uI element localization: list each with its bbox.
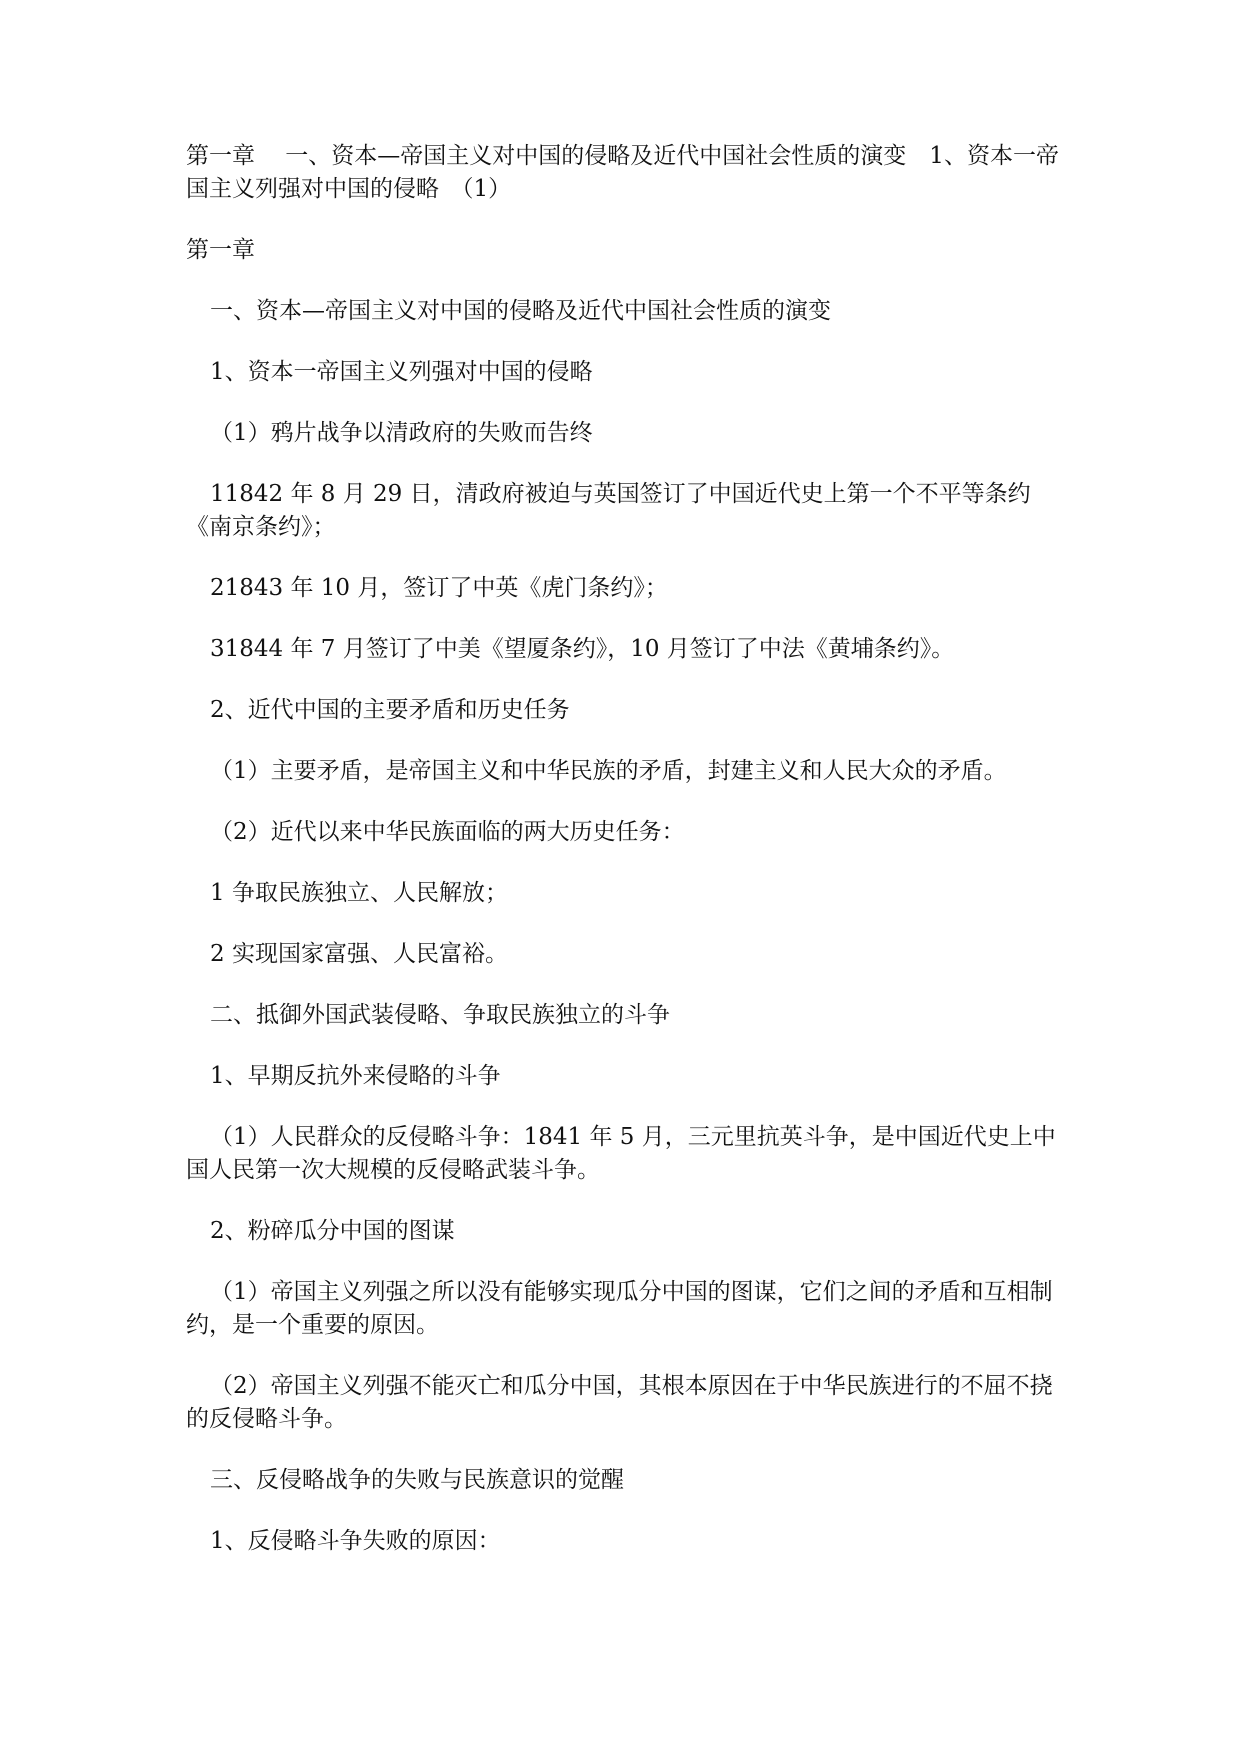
paragraph: 21843 年 10 月，签订了中英《虎门条约》； (210, 575, 668, 601)
paragraph: 31844 年 7 月签订了中美《望厦条约》，10 月签订了中法《黄埔条约》。 (210, 636, 955, 662)
list-item: 1 争取民族独立、人民解放； (210, 880, 508, 906)
section-heading: 一、资本—帝国主义对中国的侵略及近代中国社会性质的演变 (210, 298, 831, 324)
chapter-heading: 第一章 (186, 237, 255, 263)
subsection-heading: 1、早期反抗外来侵略的斗争 (210, 1063, 501, 1089)
subsection-heading: 2、粉碎瓜分中国的图谋 (210, 1218, 455, 1244)
subsection-heading: 2、近代中国的主要矛盾和历史任务 (210, 697, 570, 723)
list-item: 2 实现国家富强、人民富裕。 (210, 941, 508, 967)
document-page (186, 140, 1066, 1586)
paragraph: （2）帝国主义列强不能灭亡和瓜分中国，其根本原因在于中华民族进行的不屈不挠的反侵略斗争。 (186, 1373, 1053, 1432)
subsection-heading: 1、反侵略斗争失败的原因： (210, 1528, 501, 1554)
section-heading: 二、抵御外国武装侵略、争取民族独立的斗争 (210, 1002, 670, 1028)
paragraph: （1）人民群众的反侵略斗争：1841 年 5 月，三元里抗英斗争，是中国近代史上中国人民第一次大规模的反侵略武装斗争。 (186, 1124, 1056, 1183)
paragraph: （1）帝国主义列强之所以没有能够实现瓜分中国的图谋，它们之间的矛盾和互相制约，是一个重要的原因。 (186, 1279, 1053, 1338)
section-heading: 三、反侵略战争的失败与民族意识的觉醒 (210, 1467, 624, 1493)
subsection-heading: 1、资本一帝国主义列强对中国的侵略 (210, 359, 593, 385)
paragraph: （1）主要矛盾，是帝国主义和中华民族的矛盾，封建主义和人民大众的矛盾。 (210, 758, 1007, 784)
paragraph: （1）鸦片战争以清政府的失败而告终 (210, 420, 593, 446)
paragraph: 11842 年 8 月 29 日，清政府被迫与英国签订了中国近代史上第一个不平等条约《南京条约》； (186, 481, 1031, 540)
document-title: 第一章 一、资本—帝国主义对中国的侵略及近代中国社会性质的演变 1、资本一帝国主义列强对中国的侵略 （1） (186, 143, 1059, 202)
paragraph: （2）近代以来中华民族面临的两大历史任务： (210, 819, 685, 845)
